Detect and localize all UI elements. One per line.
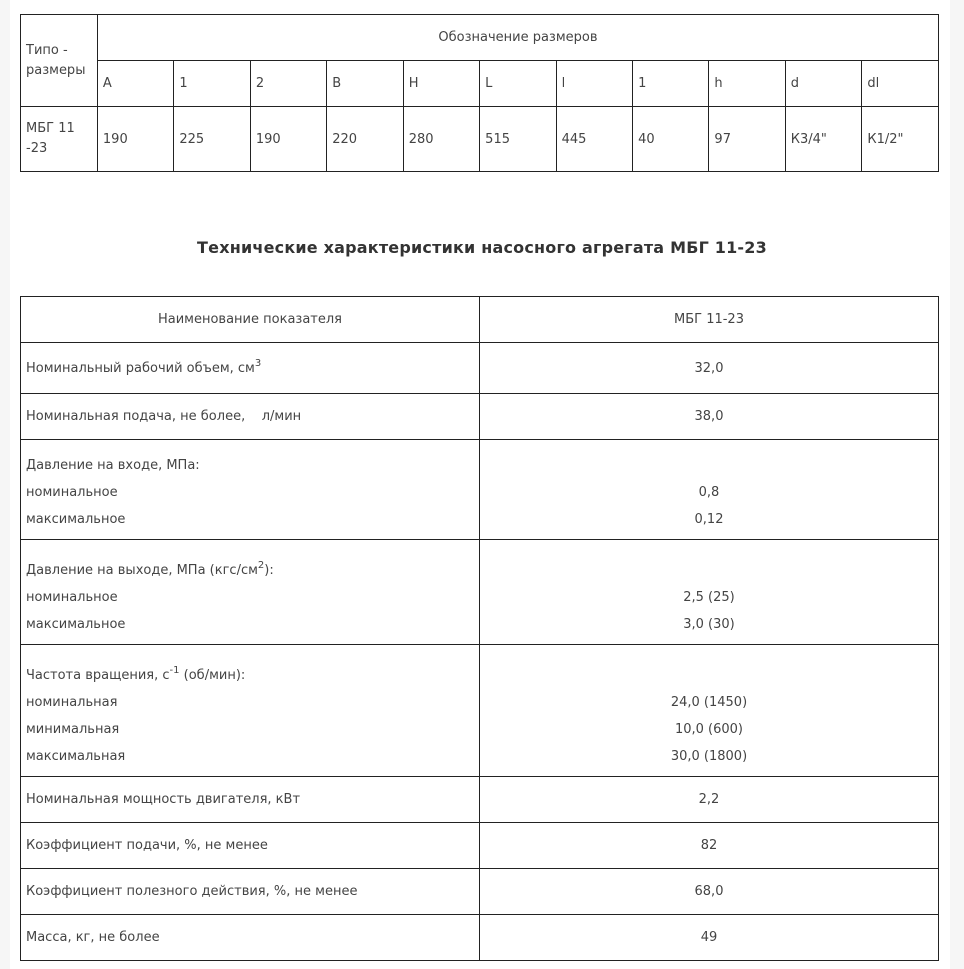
value-cell xyxy=(480,540,939,645)
parameter-label xyxy=(26,662,474,689)
column-header: dl xyxy=(862,61,939,107)
dimension-value: 190 xyxy=(250,107,326,172)
header-parameter: Наименование показателя xyxy=(21,297,480,343)
parameter-cell xyxy=(21,915,480,961)
label-text: Давление на входе, МПа: xyxy=(26,458,200,473)
parameter-value: 0,8 xyxy=(698,485,720,500)
parameter-cell xyxy=(21,777,480,823)
table-row xyxy=(21,540,939,645)
value-cell xyxy=(480,777,939,823)
parameter-value: 2,2 xyxy=(698,792,720,807)
column-header: B xyxy=(327,61,403,107)
type-header: Типо - размеры xyxy=(21,15,98,107)
value-cell xyxy=(480,343,939,394)
parameter-value: 32,0 xyxy=(694,360,724,376)
table-row xyxy=(21,394,939,440)
label-text: Коэффициент полезного действия, %, не менее xyxy=(26,884,358,899)
parameter-label xyxy=(26,557,474,584)
dimension-value: 445 xyxy=(556,107,632,172)
dimension-value: 40 xyxy=(633,107,709,172)
sub-parameter-label: номинальное xyxy=(26,485,118,500)
parameter-label xyxy=(26,838,268,853)
dimension-value: 225 xyxy=(174,107,250,172)
label-text: Номинальный рабочий объем, см xyxy=(26,360,255,376)
parameter-cell xyxy=(21,440,480,540)
value-cell xyxy=(480,823,939,869)
parameter-value: 38,0 xyxy=(694,409,724,424)
dimension-value: 97 xyxy=(709,107,785,172)
value-cell xyxy=(480,869,939,915)
dimensions-table xyxy=(20,14,939,172)
table-row xyxy=(21,869,939,915)
parameter-value: 3,0 (30) xyxy=(683,617,735,632)
superscript: 3 xyxy=(254,357,262,369)
label-text: Номинальная мощность двигателя, кВт xyxy=(26,792,301,807)
value-cell xyxy=(480,394,939,440)
superscript: 2 xyxy=(257,560,265,571)
column-header: d xyxy=(785,61,862,107)
dimension-value: 220 xyxy=(327,107,403,172)
parameter-cell xyxy=(21,540,480,645)
value-cell xyxy=(480,915,939,961)
table-row xyxy=(21,343,939,394)
parameter-label xyxy=(26,930,160,945)
parameter-cell xyxy=(21,869,480,915)
parameter-label xyxy=(26,357,262,376)
column-header: 2 xyxy=(250,61,326,107)
label-text: Номинальная подача, не более, л/мин xyxy=(26,409,302,424)
header-model: МБГ 11-23 xyxy=(480,297,939,343)
table-row xyxy=(21,823,939,869)
column-header: A xyxy=(97,61,173,107)
parameter-label xyxy=(26,409,301,424)
label-text: Давление на выходе, МПа (кгс/см xyxy=(26,563,258,578)
label-text: Коэффициент подачи, %, не менее xyxy=(26,838,268,853)
label-suffix: (об/мин): xyxy=(179,668,246,683)
column-header: 1 xyxy=(174,61,250,107)
sub-parameter-label: номинальная xyxy=(26,695,118,710)
parameter-value: 68,0 xyxy=(694,884,724,899)
dimension-value: 280 xyxy=(403,107,479,172)
parameter-cell xyxy=(21,645,480,777)
sub-parameter-label: максимальное xyxy=(26,617,126,632)
column-header: H xyxy=(403,61,479,107)
dimension-value: 190 xyxy=(97,107,173,172)
parameter-cell xyxy=(21,343,480,394)
column-header: L xyxy=(480,61,556,107)
label-suffix: ): xyxy=(264,563,274,578)
dimension-value: К1/2" xyxy=(862,107,939,172)
row-type: МБГ 11 -23 xyxy=(21,107,98,172)
parameter-label xyxy=(26,792,300,807)
value-cell xyxy=(480,645,939,777)
sub-parameter-label: максимальное xyxy=(26,512,126,527)
sub-parameter-label: минимальная xyxy=(26,722,120,737)
table-row xyxy=(21,777,939,823)
value-cell xyxy=(480,440,939,540)
parameter-value: 24,0 (1450) xyxy=(670,695,748,710)
specs-table xyxy=(20,296,939,961)
column-header: 1 xyxy=(633,61,709,107)
parameter-value: 82 xyxy=(700,838,718,853)
group-header: Обозначение размеров xyxy=(97,15,938,61)
parameter-cell xyxy=(21,823,480,869)
dimension-value: 515 xyxy=(480,107,556,172)
section-title: Технические характеристики насосного агрегата МБГ 11-23 xyxy=(197,238,767,257)
parameter-label xyxy=(26,452,474,479)
parameter-cell xyxy=(21,394,480,440)
dimension-value: К3/4" xyxy=(785,107,862,172)
parameter-value: 49 xyxy=(700,930,718,945)
sub-parameter-label: номинальное xyxy=(26,590,118,605)
superscript: -1 xyxy=(169,665,180,676)
label-text: Масса, кг, не более xyxy=(26,930,160,945)
parameter-value: 10,0 (600) xyxy=(674,722,744,737)
parameter-value: 30,0 (1800) xyxy=(670,749,748,764)
column-header: l xyxy=(556,61,632,107)
parameter-label xyxy=(26,884,357,899)
parameter-value: 2,5 (25) xyxy=(683,590,735,605)
column-header: h xyxy=(709,61,785,107)
sub-parameter-label: максимальная xyxy=(26,749,126,764)
label-text: Частота вращения, с xyxy=(26,668,170,683)
table-row xyxy=(21,440,939,540)
table-row xyxy=(21,645,939,777)
table-row xyxy=(21,915,939,961)
parameter-value: 0,12 xyxy=(694,512,724,527)
